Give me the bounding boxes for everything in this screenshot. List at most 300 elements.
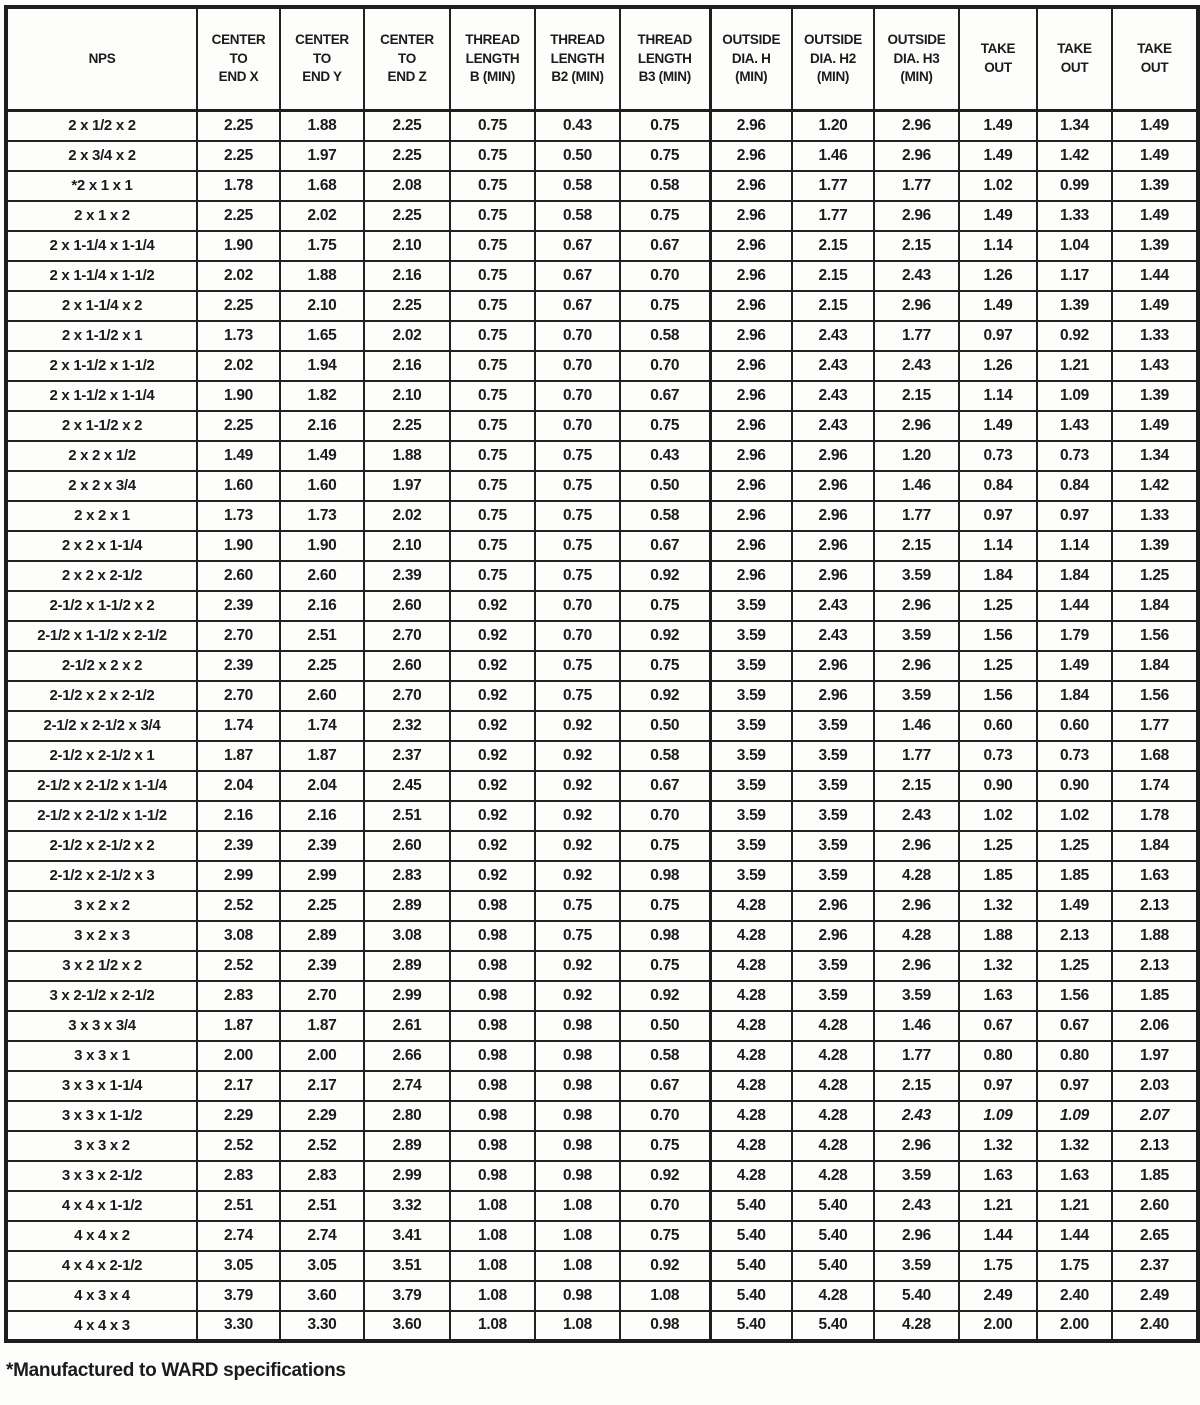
value-cell: 2.15 bbox=[792, 261, 874, 291]
value-cell: 2.96 bbox=[874, 291, 959, 321]
value-cell: 1.87 bbox=[197, 1011, 280, 1041]
table-row bbox=[6, 1191, 1198, 1221]
table-row bbox=[6, 261, 1198, 291]
value-cell: 0.92 bbox=[620, 1251, 710, 1281]
nps-cell: 3 x 2 1/2 x 2 bbox=[6, 951, 197, 981]
value-cell: 0.92 bbox=[450, 651, 535, 681]
value-cell: 3.30 bbox=[280, 1311, 364, 1341]
header-row bbox=[6, 7, 1198, 111]
value-cell: 2.96 bbox=[792, 501, 874, 531]
value-cell: 2.74 bbox=[280, 1221, 364, 1251]
value-cell: 1.88 bbox=[280, 261, 364, 291]
value-cell: 1.78 bbox=[1112, 801, 1198, 831]
value-cell: 0.98 bbox=[450, 1011, 535, 1041]
table-row bbox=[6, 591, 1198, 621]
table-header bbox=[6, 7, 1198, 111]
value-cell: 0.75 bbox=[620, 651, 710, 681]
nps-cell: 4 x 4 x 2-1/2 bbox=[6, 1251, 197, 1281]
value-cell: 1.14 bbox=[959, 231, 1037, 261]
value-cell: 0.75 bbox=[450, 141, 535, 171]
value-cell: 0.90 bbox=[959, 771, 1037, 801]
value-cell: 2.96 bbox=[874, 111, 959, 141]
value-cell: 4.28 bbox=[710, 1161, 792, 1191]
value-cell: 2.15 bbox=[874, 381, 959, 411]
value-cell: 2.39 bbox=[197, 831, 280, 861]
value-cell: 0.75 bbox=[450, 171, 535, 201]
value-cell: 0.50 bbox=[620, 1011, 710, 1041]
value-cell: 0.98 bbox=[535, 1131, 620, 1161]
value-cell: 0.70 bbox=[535, 591, 620, 621]
value-cell: 2.83 bbox=[197, 1161, 280, 1191]
value-cell: 1.02 bbox=[959, 171, 1037, 201]
value-cell: 0.50 bbox=[620, 711, 710, 741]
value-cell: 2.25 bbox=[364, 411, 450, 441]
nps-cell: 2-1/2 x 2-1/2 x 1-1/4 bbox=[6, 771, 197, 801]
value-cell: 1.85 bbox=[1037, 861, 1112, 891]
value-cell: 4.28 bbox=[710, 1071, 792, 1101]
nps-cell: 2 x 2 x 3/4 bbox=[6, 471, 197, 501]
value-cell: 0.75 bbox=[620, 831, 710, 861]
value-cell: 1.88 bbox=[1112, 921, 1198, 951]
value-cell: 1.33 bbox=[1112, 501, 1198, 531]
value-cell: 2.39 bbox=[197, 651, 280, 681]
value-cell: 0.92 bbox=[450, 861, 535, 891]
value-cell: 1.39 bbox=[1037, 291, 1112, 321]
value-cell: 4.28 bbox=[710, 1101, 792, 1131]
value-cell: 0.75 bbox=[450, 201, 535, 231]
nps-cell: 4 x 4 x 2 bbox=[6, 1221, 197, 1251]
value-cell: 1.88 bbox=[364, 441, 450, 471]
table-body bbox=[6, 111, 1198, 1341]
value-cell: 1.42 bbox=[1112, 471, 1198, 501]
value-cell: 3.59 bbox=[792, 951, 874, 981]
value-cell: 0.92 bbox=[535, 711, 620, 741]
value-cell: 0.70 bbox=[620, 801, 710, 831]
value-cell: 0.67 bbox=[1037, 1011, 1112, 1041]
table-row bbox=[6, 801, 1198, 831]
value-cell: 3.59 bbox=[710, 741, 792, 771]
value-cell: 2.96 bbox=[874, 891, 959, 921]
value-cell: 1.74 bbox=[1112, 771, 1198, 801]
value-cell: 2.60 bbox=[280, 561, 364, 591]
value-cell: 1.44 bbox=[959, 1221, 1037, 1251]
nps-cell: 2-1/2 x 2-1/2 x 1-1/2 bbox=[6, 801, 197, 831]
table-row bbox=[6, 1101, 1198, 1131]
value-cell: 0.70 bbox=[535, 621, 620, 651]
value-cell: 1.49 bbox=[1112, 201, 1198, 231]
value-cell: 2.96 bbox=[874, 201, 959, 231]
table-row bbox=[6, 1221, 1198, 1251]
value-cell: 1.25 bbox=[1112, 561, 1198, 591]
value-cell: 1.63 bbox=[959, 981, 1037, 1011]
value-cell: 1.60 bbox=[280, 471, 364, 501]
table-row bbox=[6, 891, 1198, 921]
column-header-take-out-3: TAKE OUT bbox=[1112, 7, 1198, 111]
value-cell: 2.15 bbox=[874, 531, 959, 561]
value-cell: 2.70 bbox=[197, 681, 280, 711]
value-cell: 2.96 bbox=[710, 381, 792, 411]
value-cell: 1.49 bbox=[197, 441, 280, 471]
value-cell: 3.59 bbox=[710, 711, 792, 741]
value-cell: 0.75 bbox=[450, 501, 535, 531]
value-cell: 2.96 bbox=[792, 441, 874, 471]
value-cell: 2.52 bbox=[197, 891, 280, 921]
value-cell: 2.25 bbox=[280, 891, 364, 921]
value-cell: 2.13 bbox=[1037, 921, 1112, 951]
nps-cell: 3 x 2-1/2 x 2-1/2 bbox=[6, 981, 197, 1011]
value-cell: 0.92 bbox=[620, 561, 710, 591]
value-cell: 0.75 bbox=[620, 891, 710, 921]
value-cell: 2.25 bbox=[197, 141, 280, 171]
value-cell: 1.09 bbox=[1037, 1101, 1112, 1131]
value-cell: 0.98 bbox=[535, 1071, 620, 1101]
table-row bbox=[6, 1041, 1198, 1071]
value-cell: 2.16 bbox=[364, 261, 450, 291]
value-cell: 1.56 bbox=[959, 621, 1037, 651]
value-cell: 0.98 bbox=[450, 1071, 535, 1101]
value-cell: 2.96 bbox=[792, 561, 874, 591]
table-row bbox=[6, 531, 1198, 561]
value-cell: 4.28 bbox=[792, 1131, 874, 1161]
table-row bbox=[6, 501, 1198, 531]
value-cell: 2.02 bbox=[364, 501, 450, 531]
value-cell: 3.05 bbox=[197, 1251, 280, 1281]
value-cell: 5.40 bbox=[710, 1191, 792, 1221]
value-cell: 3.59 bbox=[874, 561, 959, 591]
table-row bbox=[6, 981, 1198, 1011]
value-cell: 2.96 bbox=[874, 651, 959, 681]
value-cell: 2.25 bbox=[197, 111, 280, 141]
value-cell: 0.98 bbox=[535, 1101, 620, 1131]
value-cell: 1.77 bbox=[874, 741, 959, 771]
value-cell: 3.08 bbox=[364, 921, 450, 951]
value-cell: 1.87 bbox=[197, 741, 280, 771]
value-cell: 2.37 bbox=[364, 741, 450, 771]
value-cell: 1.90 bbox=[280, 531, 364, 561]
value-cell: 1.68 bbox=[280, 171, 364, 201]
value-cell: 1.49 bbox=[280, 441, 364, 471]
value-cell: 1.84 bbox=[1112, 591, 1198, 621]
value-cell: 1.88 bbox=[959, 921, 1037, 951]
value-cell: 0.98 bbox=[535, 1281, 620, 1311]
value-cell: 1.32 bbox=[959, 891, 1037, 921]
value-cell: 2.96 bbox=[792, 891, 874, 921]
value-cell: 1.75 bbox=[280, 231, 364, 261]
value-cell: 2.43 bbox=[874, 801, 959, 831]
value-cell: 0.92 bbox=[535, 741, 620, 771]
value-cell: 4.28 bbox=[710, 1041, 792, 1071]
value-cell: 1.90 bbox=[197, 231, 280, 261]
nps-cell: 2 x 2 x 1-1/4 bbox=[6, 531, 197, 561]
value-cell: 0.67 bbox=[620, 771, 710, 801]
nps-cell: 3 x 3 x 1-1/2 bbox=[6, 1101, 197, 1131]
value-cell: 0.98 bbox=[450, 981, 535, 1011]
table-row bbox=[6, 321, 1198, 351]
value-cell: 0.98 bbox=[450, 1131, 535, 1161]
value-cell: 3.59 bbox=[874, 681, 959, 711]
value-cell: 0.75 bbox=[535, 921, 620, 951]
value-cell: 0.92 bbox=[450, 771, 535, 801]
value-cell: 1.46 bbox=[874, 1011, 959, 1041]
value-cell: 3.59 bbox=[792, 711, 874, 741]
value-cell: 0.92 bbox=[620, 621, 710, 651]
value-cell: 0.75 bbox=[450, 291, 535, 321]
value-cell: 0.92 bbox=[620, 681, 710, 711]
column-header-take-out-1: TAKE OUT bbox=[959, 7, 1037, 111]
value-cell: 1.32 bbox=[1037, 1131, 1112, 1161]
value-cell: 0.92 bbox=[450, 801, 535, 831]
value-cell: 1.25 bbox=[1037, 951, 1112, 981]
nps-cell: 3 x 2 x 3 bbox=[6, 921, 197, 951]
column-header-outside-dia-h2: OUTSIDE DIA. H2 (MIN) bbox=[792, 7, 874, 111]
value-cell: 2.96 bbox=[710, 291, 792, 321]
value-cell: 1.87 bbox=[280, 1011, 364, 1041]
value-cell: 0.75 bbox=[535, 681, 620, 711]
value-cell: 0.75 bbox=[450, 531, 535, 561]
value-cell: 1.85 bbox=[959, 861, 1037, 891]
value-cell: 2.96 bbox=[710, 441, 792, 471]
value-cell: 0.92 bbox=[535, 801, 620, 831]
nps-cell: 2 x 1-1/2 x 1 bbox=[6, 321, 197, 351]
value-cell: 2.96 bbox=[874, 951, 959, 981]
value-cell: 1.88 bbox=[280, 111, 364, 141]
column-header-thread-length-b3: THREAD LENGTH B3 (MIN) bbox=[620, 7, 710, 111]
value-cell: 0.98 bbox=[620, 1311, 710, 1341]
value-cell: 2.15 bbox=[792, 231, 874, 261]
table-row bbox=[6, 741, 1198, 771]
value-cell: 1.77 bbox=[874, 501, 959, 531]
value-cell: 2.16 bbox=[280, 801, 364, 831]
value-cell: 1.46 bbox=[792, 141, 874, 171]
value-cell: 1.08 bbox=[450, 1311, 535, 1341]
value-cell: 2.51 bbox=[364, 801, 450, 831]
value-cell: 1.84 bbox=[959, 561, 1037, 591]
value-cell: 3.59 bbox=[710, 801, 792, 831]
value-cell: 2.60 bbox=[197, 561, 280, 591]
value-cell: 2.15 bbox=[874, 771, 959, 801]
value-cell: 3.59 bbox=[710, 591, 792, 621]
value-cell: 2.66 bbox=[364, 1041, 450, 1071]
table-row bbox=[6, 681, 1198, 711]
value-cell: 2.74 bbox=[364, 1071, 450, 1101]
value-cell: 1.09 bbox=[1037, 381, 1112, 411]
value-cell: 2.43 bbox=[874, 1101, 959, 1131]
nps-cell: 3 x 3 x 1 bbox=[6, 1041, 197, 1071]
value-cell: 2.39 bbox=[280, 951, 364, 981]
value-cell: 2.04 bbox=[197, 771, 280, 801]
value-cell: 2.70 bbox=[280, 981, 364, 1011]
value-cell: 2.70 bbox=[364, 681, 450, 711]
table-row bbox=[6, 201, 1198, 231]
value-cell: 5.40 bbox=[710, 1311, 792, 1341]
table-row bbox=[6, 291, 1198, 321]
value-cell: 4.28 bbox=[874, 861, 959, 891]
nps-cell: 4 x 4 x 1-1/2 bbox=[6, 1191, 197, 1221]
value-cell: 2.96 bbox=[874, 591, 959, 621]
nps-cell: 2 x 1-1/2 x 1-1/4 bbox=[6, 381, 197, 411]
value-cell: 0.75 bbox=[450, 261, 535, 291]
value-cell: 0.58 bbox=[535, 201, 620, 231]
value-cell: 1.33 bbox=[1037, 201, 1112, 231]
value-cell: 1.97 bbox=[364, 471, 450, 501]
value-cell: 3.32 bbox=[364, 1191, 450, 1221]
value-cell: 1.49 bbox=[959, 411, 1037, 441]
value-cell: 2.52 bbox=[197, 1131, 280, 1161]
value-cell: 2.02 bbox=[197, 261, 280, 291]
value-cell: 1.32 bbox=[959, 951, 1037, 981]
value-cell: 1.84 bbox=[1112, 651, 1198, 681]
value-cell: 2.43 bbox=[874, 1191, 959, 1221]
value-cell: 0.50 bbox=[620, 471, 710, 501]
value-cell: 1.77 bbox=[792, 171, 874, 201]
value-cell: 1.73 bbox=[197, 501, 280, 531]
value-cell: 2.96 bbox=[710, 141, 792, 171]
value-cell: 5.40 bbox=[792, 1221, 874, 1251]
value-cell: 0.75 bbox=[620, 1221, 710, 1251]
value-cell: 0.90 bbox=[1037, 771, 1112, 801]
value-cell: 0.84 bbox=[959, 471, 1037, 501]
value-cell: 0.98 bbox=[535, 1041, 620, 1071]
value-cell: 1.49 bbox=[959, 291, 1037, 321]
nps-cell: 2-1/2 x 2 x 2 bbox=[6, 651, 197, 681]
value-cell: 2.96 bbox=[710, 531, 792, 561]
value-cell: 2.10 bbox=[364, 231, 450, 261]
value-cell: 0.75 bbox=[450, 111, 535, 141]
nps-cell: 2 x 1-1/2 x 1-1/2 bbox=[6, 351, 197, 381]
value-cell: 2.52 bbox=[197, 951, 280, 981]
table-row bbox=[6, 231, 1198, 261]
value-cell: 2.60 bbox=[364, 651, 450, 681]
value-cell: 0.75 bbox=[535, 471, 620, 501]
value-cell: 2.25 bbox=[364, 201, 450, 231]
value-cell: 0.75 bbox=[450, 441, 535, 471]
value-cell: 1.84 bbox=[1037, 561, 1112, 591]
value-cell: 3.05 bbox=[280, 1251, 364, 1281]
value-cell: 2.39 bbox=[280, 831, 364, 861]
value-cell: 2.51 bbox=[280, 621, 364, 651]
value-cell: 0.75 bbox=[620, 591, 710, 621]
value-cell: 1.34 bbox=[1112, 441, 1198, 471]
value-cell: 0.98 bbox=[535, 1161, 620, 1191]
value-cell: 0.98 bbox=[450, 891, 535, 921]
pipe-fitting-dimensions-table bbox=[4, 5, 1200, 1343]
value-cell: 1.84 bbox=[1037, 681, 1112, 711]
value-cell: 1.21 bbox=[1037, 351, 1112, 381]
value-cell: 0.73 bbox=[959, 441, 1037, 471]
table-row bbox=[6, 171, 1198, 201]
column-header-center-to-end-z: CENTER TO END Z bbox=[364, 7, 450, 111]
value-cell: 2.43 bbox=[792, 381, 874, 411]
value-cell: 0.67 bbox=[620, 1071, 710, 1101]
value-cell: 2.96 bbox=[792, 921, 874, 951]
nps-cell: 4 x 4 x 3 bbox=[6, 1311, 197, 1341]
value-cell: 0.58 bbox=[620, 171, 710, 201]
value-cell: 4.28 bbox=[710, 981, 792, 1011]
value-cell: 2.96 bbox=[710, 111, 792, 141]
nps-cell: 2-1/2 x 2-1/2 x 1 bbox=[6, 741, 197, 771]
value-cell: 2.96 bbox=[792, 471, 874, 501]
value-cell: 1.84 bbox=[1112, 831, 1198, 861]
value-cell: 5.40 bbox=[710, 1281, 792, 1311]
value-cell: 1.49 bbox=[1037, 651, 1112, 681]
value-cell: 1.14 bbox=[959, 381, 1037, 411]
value-cell: 2.07 bbox=[1112, 1101, 1198, 1131]
value-cell: 2.49 bbox=[959, 1281, 1037, 1311]
value-cell: 2.00 bbox=[280, 1041, 364, 1071]
value-cell: 2.25 bbox=[364, 141, 450, 171]
value-cell: 0.92 bbox=[535, 951, 620, 981]
value-cell: 2.89 bbox=[364, 951, 450, 981]
value-cell: 5.40 bbox=[792, 1311, 874, 1341]
nps-cell: 2-1/2 x 2 x 2-1/2 bbox=[6, 681, 197, 711]
value-cell: 1.39 bbox=[1112, 171, 1198, 201]
value-cell: 2.49 bbox=[1112, 1281, 1198, 1311]
value-cell: 0.75 bbox=[450, 321, 535, 351]
column-header-outside-dia-h: OUTSIDE DIA. H (MIN) bbox=[710, 7, 792, 111]
value-cell: 2.96 bbox=[792, 651, 874, 681]
nps-cell: 2 x 2 x 2-1/2 bbox=[6, 561, 197, 591]
value-cell: 0.67 bbox=[535, 231, 620, 261]
value-cell: 3.59 bbox=[710, 771, 792, 801]
value-cell: 5.40 bbox=[874, 1281, 959, 1311]
value-cell: 1.14 bbox=[959, 531, 1037, 561]
value-cell: 2.70 bbox=[197, 621, 280, 651]
table-row bbox=[6, 1131, 1198, 1161]
nps-cell: 2 x 1-1/4 x 2 bbox=[6, 291, 197, 321]
value-cell: 3.79 bbox=[364, 1281, 450, 1311]
nps-cell: 2 x 1/2 x 2 bbox=[6, 111, 197, 141]
value-cell: 2.08 bbox=[364, 171, 450, 201]
value-cell: 1.74 bbox=[280, 711, 364, 741]
value-cell: 2.10 bbox=[364, 531, 450, 561]
value-cell: 2.96 bbox=[874, 831, 959, 861]
value-cell: 0.98 bbox=[535, 1011, 620, 1041]
value-cell: 0.98 bbox=[450, 951, 535, 981]
nps-cell: 2 x 1 x 2 bbox=[6, 201, 197, 231]
value-cell: 0.80 bbox=[1037, 1041, 1112, 1071]
value-cell: 3.59 bbox=[710, 861, 792, 891]
value-cell: 2.96 bbox=[874, 1131, 959, 1161]
value-cell: 2.40 bbox=[1112, 1311, 1198, 1341]
value-cell: 2.99 bbox=[364, 1161, 450, 1191]
value-cell: 1.43 bbox=[1112, 351, 1198, 381]
value-cell: 2.13 bbox=[1112, 891, 1198, 921]
value-cell: 1.90 bbox=[197, 531, 280, 561]
value-cell: 0.99 bbox=[1037, 171, 1112, 201]
value-cell: 2.04 bbox=[280, 771, 364, 801]
value-cell: 0.98 bbox=[450, 1101, 535, 1131]
value-cell: 1.33 bbox=[1112, 321, 1198, 351]
value-cell: 2.99 bbox=[197, 861, 280, 891]
value-cell: 1.49 bbox=[1037, 891, 1112, 921]
value-cell: 1.21 bbox=[959, 1191, 1037, 1221]
value-cell: 2.96 bbox=[792, 681, 874, 711]
value-cell: 0.97 bbox=[959, 321, 1037, 351]
value-cell: 4.28 bbox=[710, 1011, 792, 1041]
value-cell: 0.75 bbox=[450, 231, 535, 261]
value-cell: 1.85 bbox=[1112, 1161, 1198, 1191]
value-cell: 3.59 bbox=[792, 771, 874, 801]
value-cell: 1.94 bbox=[280, 351, 364, 381]
value-cell: 1.08 bbox=[535, 1221, 620, 1251]
value-cell: 2.16 bbox=[280, 411, 364, 441]
value-cell: 2.00 bbox=[1037, 1311, 1112, 1341]
value-cell: 0.75 bbox=[620, 411, 710, 441]
value-cell: 3.59 bbox=[792, 741, 874, 771]
value-cell: 1.08 bbox=[535, 1311, 620, 1341]
value-cell: 5.40 bbox=[792, 1191, 874, 1221]
table-row bbox=[6, 381, 1198, 411]
